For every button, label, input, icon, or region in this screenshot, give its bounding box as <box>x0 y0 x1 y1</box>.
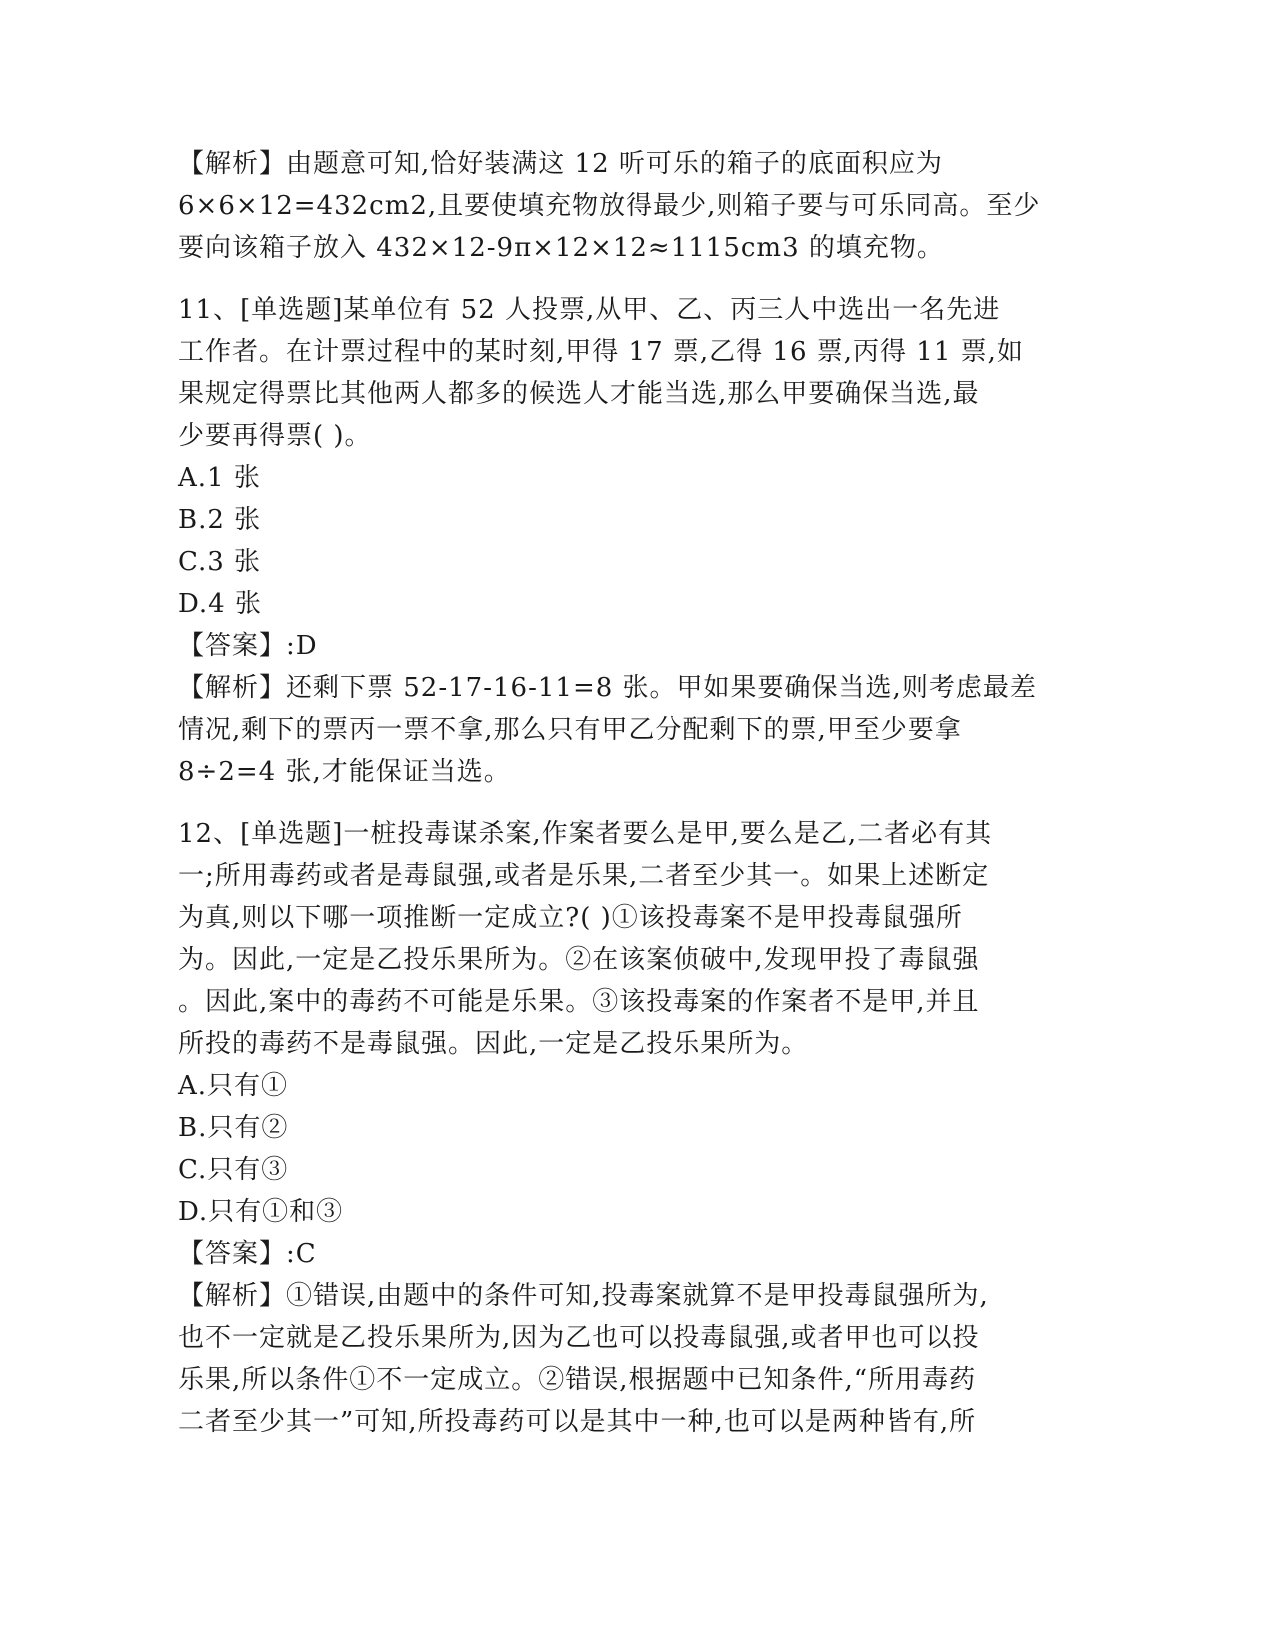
text-line: 12、[单选题]一桩投毒谋杀案,作案者要么是甲,要么是乙,二者必有其 <box>178 819 993 849</box>
text-line: 为真,则以下哪一项推断一定成立?( )①该投毒案不是甲投毒鼠强所 <box>178 903 963 933</box>
text-line: 11、[单选题]某单位有 52 人投票,从甲、乙、丙三人中选出一名先进 <box>178 295 1001 325</box>
text-line: 所投的毒药不是毒鼠强。因此,一定是乙投乐果所为。 <box>178 1029 809 1059</box>
text-line: 【解析】还剩下票 52-17-16-11=8 张。甲如果要确保当选,则考虑最差 <box>178 673 1037 703</box>
q12-option-d: D.只有①和③ <box>178 1197 344 1227</box>
text-line: 为。因此,一定是乙投乐果所为。②在该案侦破中,发现甲投了毒鼠强 <box>178 945 980 975</box>
q11-analysis <box>178 667 1098 793</box>
text-line: 8÷2=4 张,才能保证当选。 <box>178 757 511 787</box>
text-line: 果规定得票比其他两人都多的候选人才能当选,那么甲要确保当选,最 <box>178 379 980 409</box>
spacer <box>178 269 1098 289</box>
q10-analysis <box>178 143 1098 269</box>
q12-stem <box>178 813 1098 1065</box>
q12-option-b: B.只有② <box>178 1113 289 1143</box>
text-line: 【解析】①错误,由题中的条件可知,投毒案就算不是甲投毒鼠强所为, <box>178 1281 989 1311</box>
spacer <box>178 793 1098 813</box>
text-line: 乐果,所以条件①不一定成立。②错误,根据题中已知条件,“所用毒药 <box>178 1365 977 1395</box>
q12-analysis <box>178 1275 1098 1443</box>
text-line: 也不一定就是乙投乐果所为,因为乙也可以投毒鼠强,或者甲也可以投 <box>178 1323 980 1353</box>
text-line: 。因此,案中的毒药不可能是乐果。③该投毒案的作案者不是甲,并且 <box>178 987 980 1017</box>
text-line: 要向该箱子放入 432×12-9π×12×12≈1115cm3 的填充物。 <box>178 233 944 263</box>
q12-option-c: C.只有③ <box>178 1155 289 1185</box>
text-line: 二者至少其一”可知,所投毒药可以是其中一种,也可以是两种皆有,所 <box>178 1407 977 1437</box>
text-line: 少要再得票( )。 <box>178 421 372 451</box>
q11-option-d: D.4 张 <box>178 589 262 619</box>
q11-option-c: C.3 张 <box>178 547 262 577</box>
q11-option-b: B.2 张 <box>178 505 262 535</box>
text-line: 工作者。在计票过程中的某时刻,甲得 17 票,乙得 16 票,丙得 11 票,如 <box>178 337 1024 367</box>
q11-stem <box>178 289 1098 457</box>
q11-option-a: A.1 张 <box>178 463 261 493</box>
text-line: 6×6×12=432cm2,且要使填充物放得最少,则箱子要与可乐同高。至少 <box>178 191 1041 221</box>
q12-answer: 【答案】:C <box>178 1239 317 1269</box>
text-line: 一;所用毒药或者是毒鼠强,或者是乐果,二者至少其一。如果上述断定 <box>178 861 990 891</box>
q11-answer: 【答案】:D <box>178 631 318 661</box>
q12-option-a: A.只有① <box>178 1071 289 1101</box>
text-line: 情况,剩下的票丙一票不拿,那么只有甲乙分配剩下的票,甲至少要拿 <box>178 715 962 745</box>
document-page <box>178 143 1098 1443</box>
text-line: 【解析】由题意可知,恰好装满这 12 听可乐的箱子的底面积应为 <box>178 149 943 179</box>
